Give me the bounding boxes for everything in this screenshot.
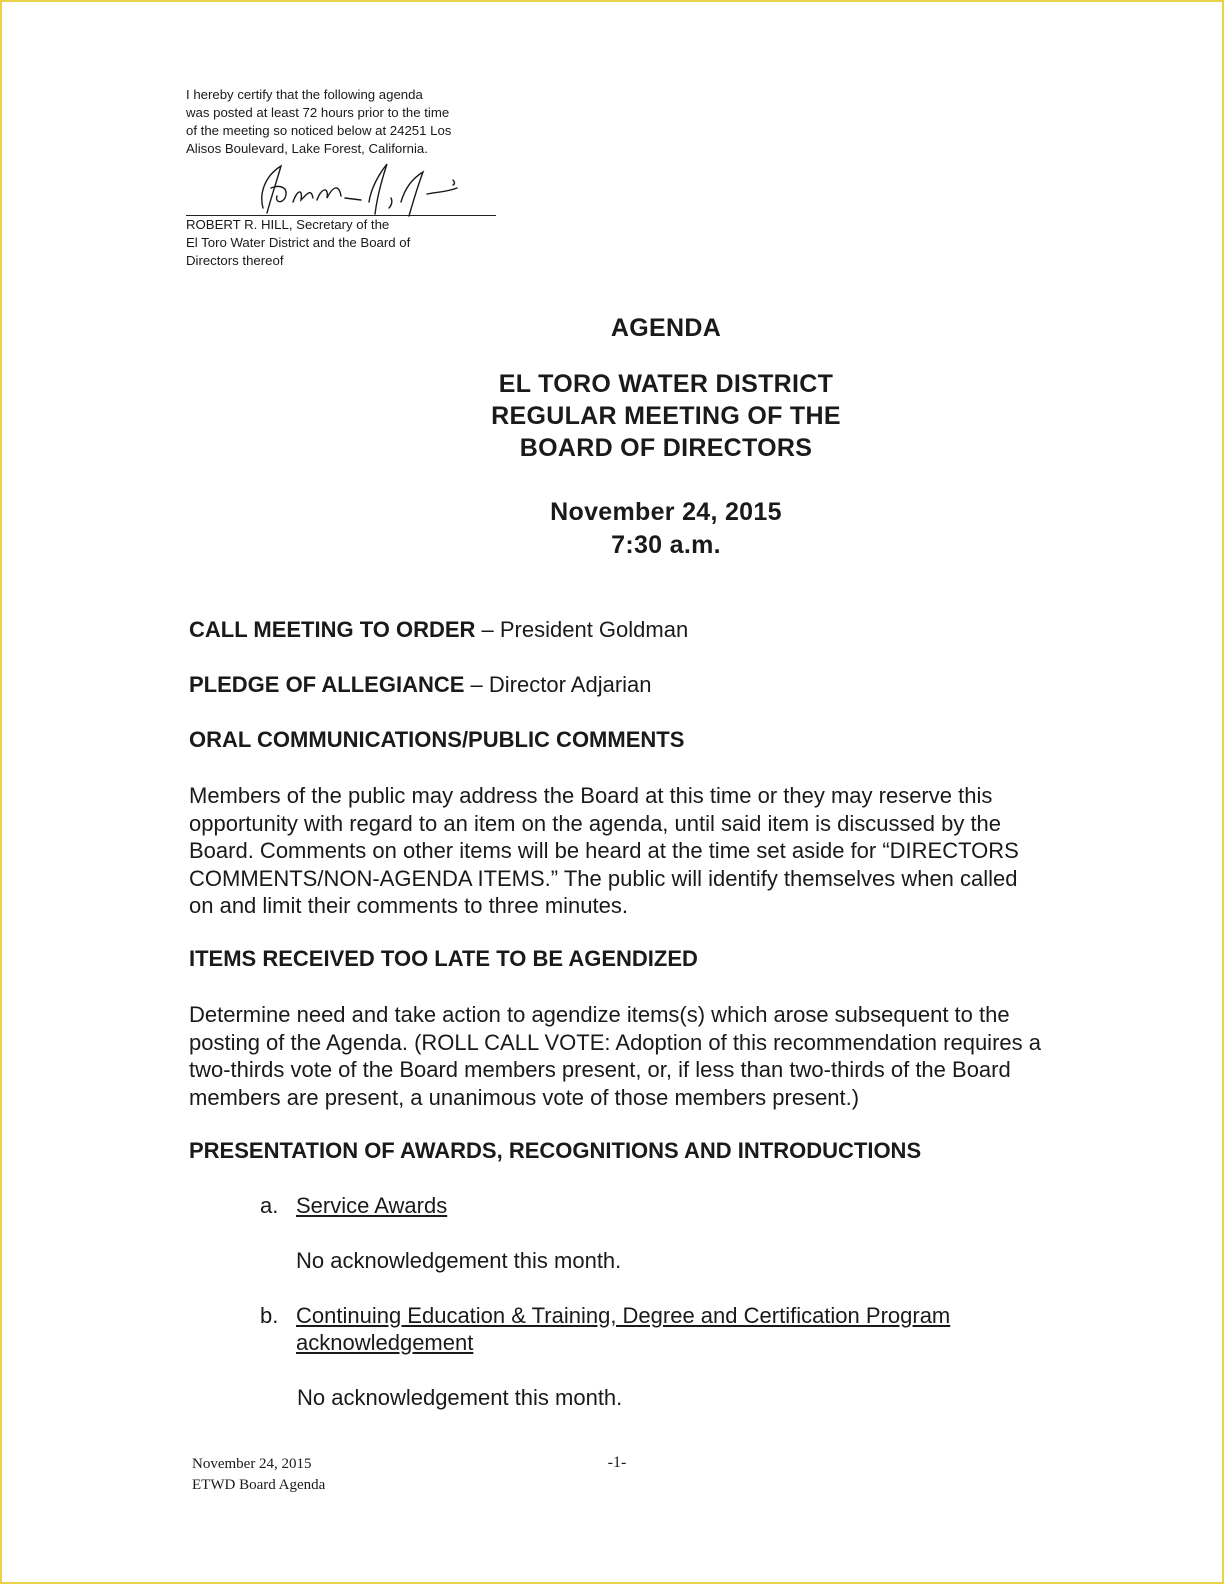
meeting-time: 7:30 a.m. — [611, 531, 721, 559]
section-title: ORAL COMMUNICATIONS/PUBLIC COMMENTS — [189, 727, 685, 752]
footer-label: ETWD Board Agenda — [192, 1477, 326, 1493]
presentation-heading — [189, 1137, 1124, 1165]
oral-communications-body — [189, 782, 1124, 920]
section-title: ITEMS RECEIVED TOO LATE TO BE AGENDIZED — [189, 946, 698, 971]
section-detail: – Director Adjarian — [464, 672, 652, 697]
meeting-title — [402, 368, 930, 464]
item-title-service-awards: Service Awards — [296, 1193, 448, 1218]
pledge-of-allegiance — [189, 671, 1124, 699]
paragraph-line: Board. Comments on other items will be heard at the time set aside for “DIRECTORS — [189, 838, 1019, 863]
late-items-body — [189, 1001, 1124, 1111]
meeting-datetime — [402, 496, 930, 562]
item-note: No acknowledgement this month. — [296, 1248, 622, 1273]
certification-line: of the meeting so noticed below at 24251 Los — [186, 123, 452, 138]
paragraph-line: opportunity with regard to an item on the agenda, until said item is discussed by the — [189, 810, 1002, 836]
handwritten-signature — [241, 158, 481, 228]
item-title-continuing-education: Continuing Education & Training, Degree and Certification Program — [296, 1303, 951, 1328]
late-items-heading — [189, 945, 1124, 973]
meeting-title-line: EL TORO WATER DISTRICT — [498, 370, 834, 398]
call-to-order — [189, 616, 1124, 644]
item-title-continuing-education-cont: acknowledgement — [296, 1330, 474, 1355]
agenda-title: AGENDA — [610, 314, 722, 342]
section-title: PLEDGE OF ALLEGIANCE — [189, 672, 465, 697]
certification-line: Alisos Boulevard, Lake Forest, California. — [186, 141, 428, 156]
section-title: PRESENTATION OF AWARDS, RECOGNITIONS AND INTRODUCTIONS — [189, 1138, 922, 1163]
page-number: -1- — [607, 1454, 627, 1471]
meeting-title-line: BOARD OF DIRECTORS — [519, 434, 813, 462]
secretary-line: Directors thereof — [186, 253, 284, 268]
paragraph-line: Members of the public may address the Board at this time or they may reserve this — [189, 783, 993, 808]
secretary-line: El Toro Water District and the Board of — [186, 235, 411, 250]
paragraph-line: Determine need and take action to agendize items(s) which arose subsequent to the — [189, 1002, 1010, 1027]
signature-area — [186, 158, 516, 216]
section-title: CALL MEETING TO ORDER — [189, 617, 476, 642]
secretary-line: ROBERT R. HILL, Secretary of the — [186, 217, 390, 232]
footer-date: November 24, 2015 — [192, 1456, 312, 1472]
paragraph-line: posting of the Agenda. (ROLL CALL VOTE: Adoption of this recommendation requires a — [189, 1029, 1041, 1055]
certification-line: was posted at least 72 hours prior to the time — [186, 105, 450, 120]
paragraph-line: on and limit their comments to three minutes. — [189, 893, 628, 918]
oral-communications-heading — [189, 726, 1124, 754]
meeting-date: November 24, 2015 — [550, 498, 782, 526]
certification-text — [186, 86, 516, 158]
certification-block — [186, 86, 516, 270]
certification-line: I hereby certify that the following agenda — [186, 87, 423, 102]
page-footer — [192, 1454, 325, 1496]
item-letter: a. — [260, 1193, 279, 1218]
item-note: No acknowledgement this month. — [297, 1385, 623, 1410]
paragraph-line: two-thirds vote of the Board members present, or, if less than two-thirds of the Board — [189, 1057, 1011, 1082]
paragraph-line: COMMENTS/NON-AGENDA ITEMS.” The public will identify themselves when called — [189, 865, 1018, 891]
section-detail: – President Goldman — [475, 617, 689, 642]
meeting-title-line: REGULAR MEETING OF THE — [491, 402, 841, 430]
paragraph-line: members are present, a unanimous vote of those members present.) — [189, 1084, 860, 1110]
item-letter: b. — [260, 1303, 279, 1328]
